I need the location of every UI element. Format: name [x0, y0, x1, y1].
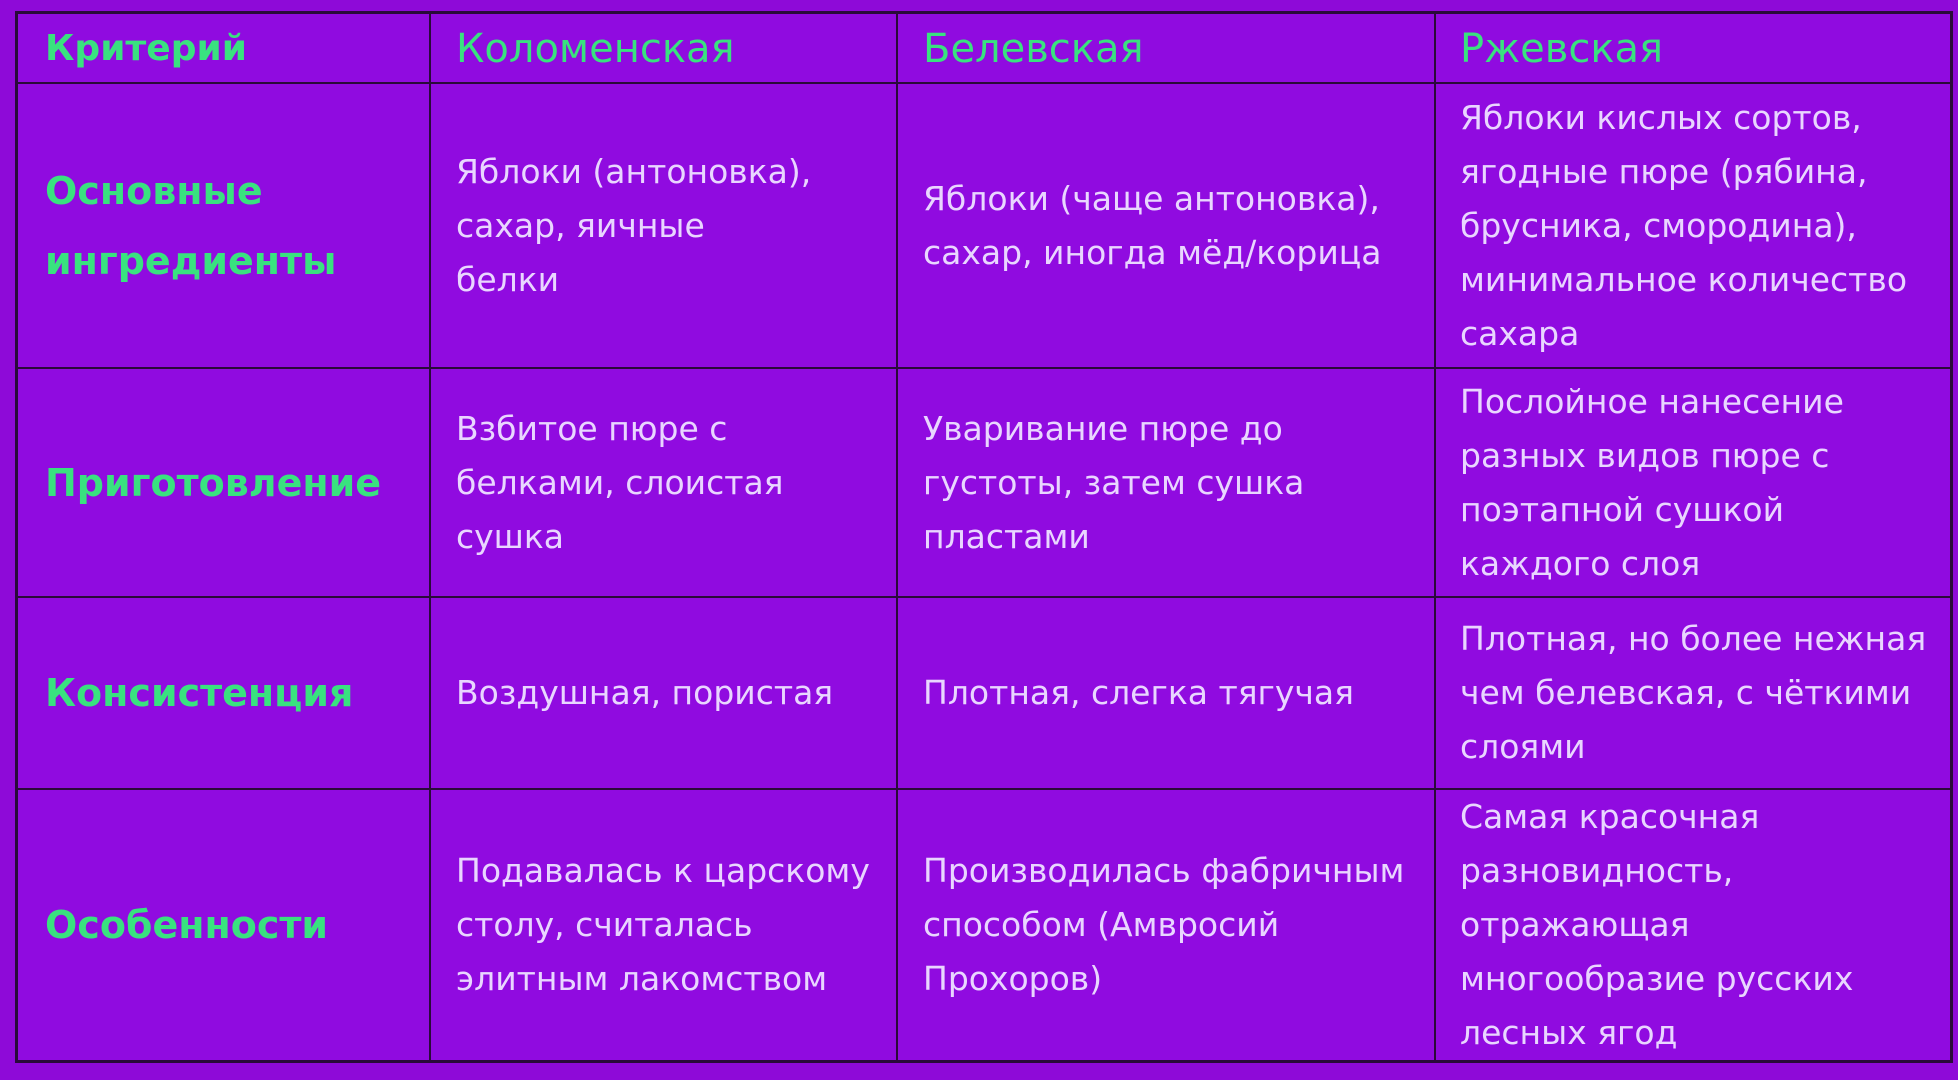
- row-preparation-rzhevskaya: Послойное нанесение разных видов пюре с поэтапной сушкой каждого слоя: [1436, 369, 1950, 598]
- comparison-table: [15, 11, 1953, 1063]
- row-features-rzhevskaya: Самая красочная разновидность, отражающая многообразие русских лесных ягод: [1460, 797, 1854, 1052]
- row-features-kolomenskaya: Подавалась к царскому столу, считалась элитным лакомством: [431, 790, 898, 1060]
- row-ingredients-criterion: Основные ингредиенты: [18, 84, 431, 369]
- row-consistency-rzhevskaya: Плотная, но более нежная чем белевская, с чёткими слоями: [1436, 598, 1950, 790]
- row-consistency-belevskaya: Плотная, слегка тягучая: [898, 598, 1436, 790]
- row-consistency-kolomenskaya: Воздушная, пористая: [431, 598, 898, 790]
- header-rzhevskaya: Ржевская: [1436, 14, 1950, 84]
- row-ingredients-kolomenskaya: Яблоки (антоновка), сахар, яичные белки: [431, 84, 898, 369]
- row-ingredients-belevskaya: Яблоки (чаще антоновка), сахар, иногда мёд/корица: [898, 84, 1436, 369]
- row-preparation-belevskaya: Уваривание пюре до густоты, затем сушка пластами: [898, 369, 1436, 598]
- row-features-belevskaya: Производилась фабричным способом (Амвросий Прохоров): [898, 790, 1436, 1060]
- row-ingredients-rzhevskaya: Яблоки кислых сортов, ягодные пюре (рябина, брусника, смородина), минимальное количество сахара: [1436, 84, 1950, 369]
- row-preparation-kolomenskaya: Взбитое пюре с белками, слоистая сушка: [431, 369, 898, 598]
- row-preparation-criterion: Приготовление: [18, 369, 431, 598]
- header-criterion: Критерий: [18, 14, 431, 84]
- row-features-criterion: Особенности: [18, 790, 431, 1060]
- header-kolomenskaya: Коломенская: [431, 14, 898, 84]
- header-belevskaya: Белевская: [898, 14, 1436, 84]
- row-consistency-criterion: Консистенция: [18, 598, 431, 790]
